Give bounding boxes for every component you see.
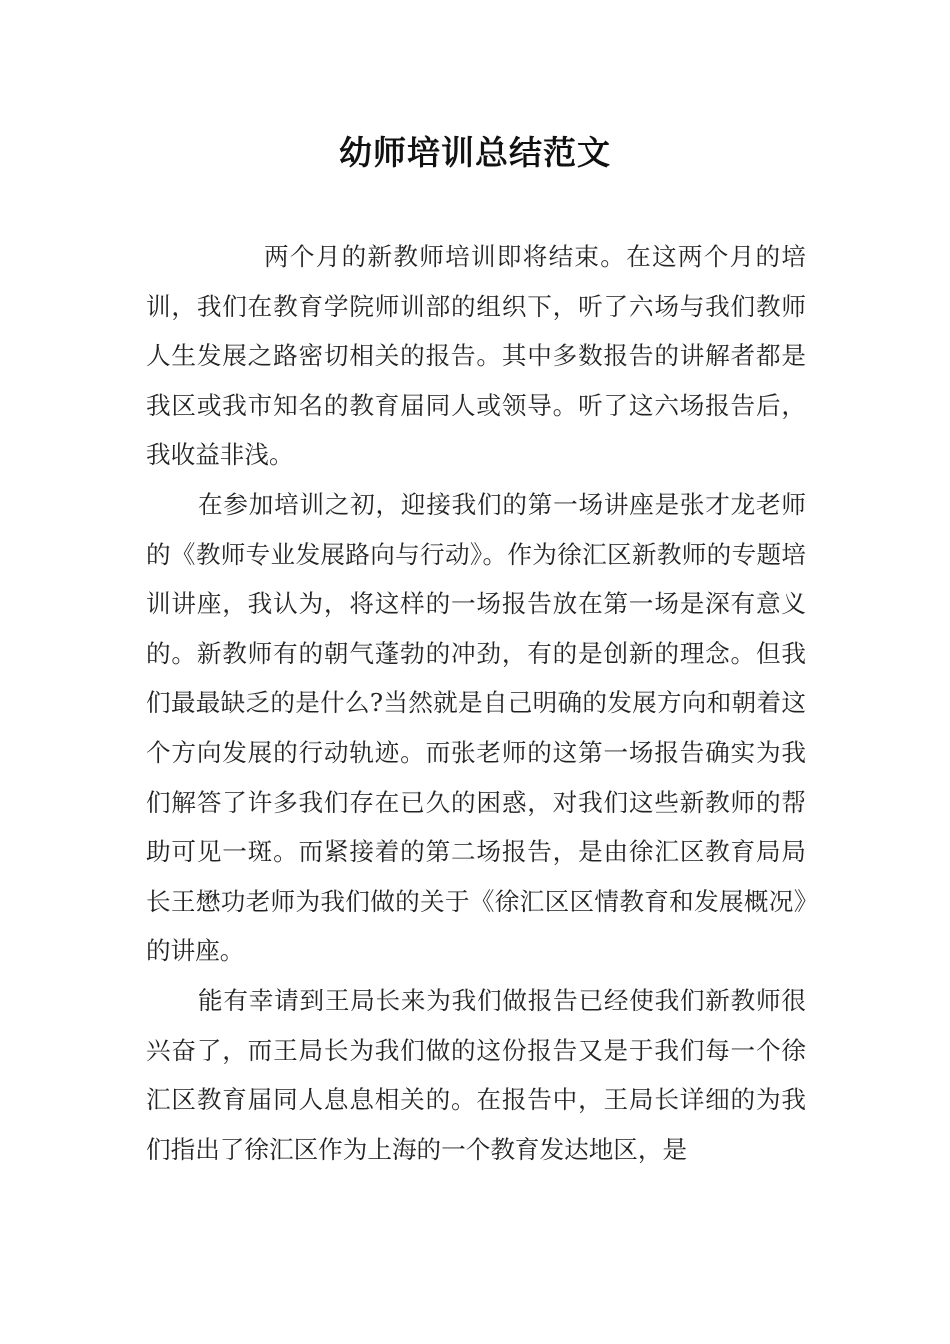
paragraph-2: 在参加培训之初，迎接我们的第一场讲座是张才龙老师的《教师专业发展路向与行动》。作为徐汇区新教师的专题培训讲座，我认为，将这样的一场报告放在第一场是深有意义的。新教师有的朝气蓬勃的冲劲，有的是创新的理念。但我们最最缺乏的是什么?当然就是自己明确的发展方向和朝着这个方向发展的行动轨迹。而张老师的这第一场报告确实为我们解答了许多我们存在已久的困惑，对我们这些新教师的帮助可见一斑。而紧接着的第二场报告，是由徐汇区教育局局长王懋功老师为我们做的关于《徐汇区区情教育和发展概况》的讲座。	[146, 489, 806, 966]
document-title: 幼师培训总结范文	[339, 133, 611, 172]
document-body	[146, 232, 806, 1174]
paragraph-3: 能有幸请到王局长来为我们做报告已经使我们新教师很兴奋了，而王局长为我们做的这份报告又是于我们每一个徐汇区教育届同人息息相关的。在报告中，王局长详细的为我们指出了徐汇区作为上海的一个教育发达地区，是	[146, 985, 806, 1164]
paragraph-1: 两个月的新教师培训即将结束。在这两个月的培训，我们在教育学院师训部的组织下，听了六场与我们教师人生发展之路密切相关的报告。其中多数报告的讲解者都是我区或我市知名的教育届同人或领导。听了这六场报告后，我收益非浅。	[146, 242, 806, 470]
